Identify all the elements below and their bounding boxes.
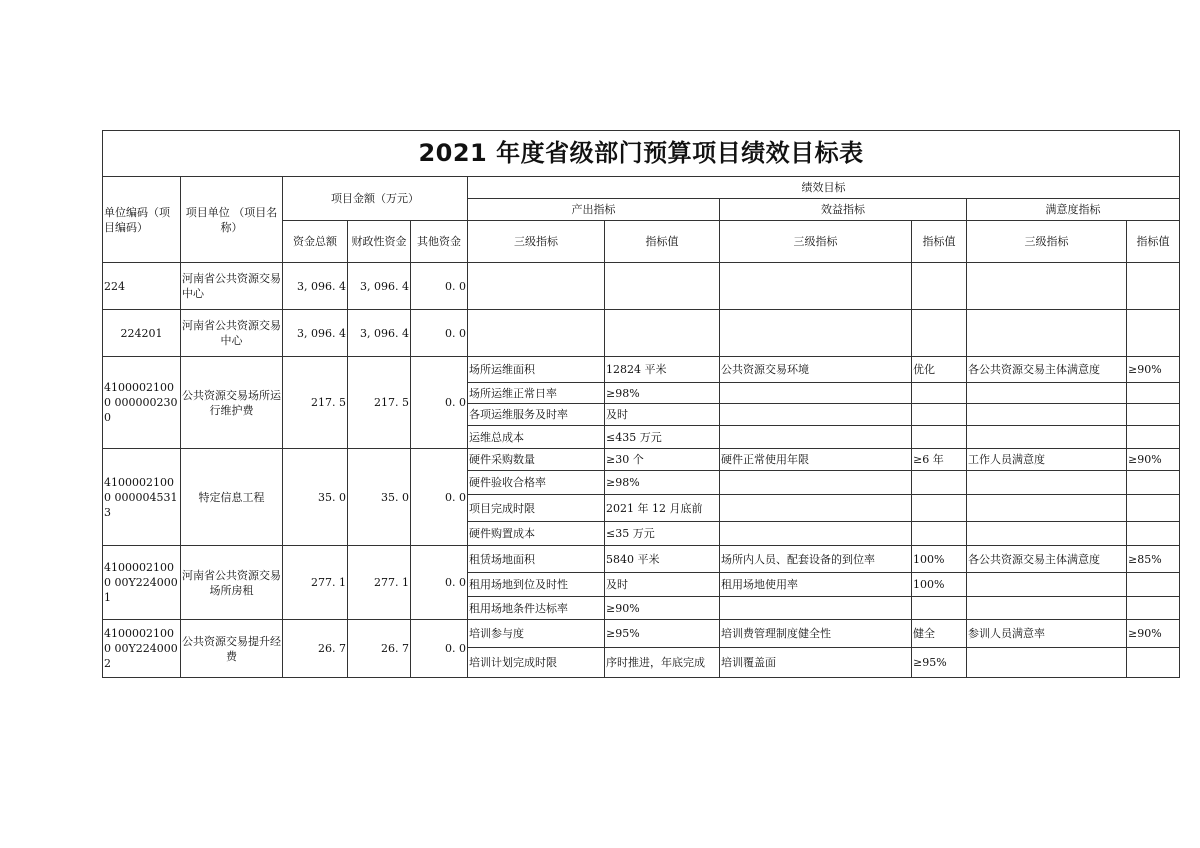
project-fiscal: 277. 1 — [348, 546, 411, 620]
output-indicator: 场所运维正常日率 — [468, 383, 605, 404]
satisfaction-indicator — [967, 597, 1127, 620]
output-indicator: 硬件购置成本 — [468, 522, 605, 546]
project-other: 0. 0 — [411, 357, 468, 449]
project-other: 0. 0 — [411, 620, 468, 678]
output-indicator: 培训参与度 — [468, 620, 605, 648]
satisfaction-value — [1127, 426, 1180, 449]
project-other: 0. 0 — [411, 546, 468, 620]
satisfaction-indicator: 工作人员满意度 — [967, 449, 1127, 471]
output-value: ≥90% — [605, 597, 720, 620]
output-indicator: 运维总成本 — [468, 426, 605, 449]
unit-total: 3, 096. 4 — [283, 263, 348, 310]
benefit-indicator: 培训覆盖面 — [720, 648, 912, 678]
empty-cell — [468, 310, 605, 357]
project-name: 公共资源交易提升经费 — [181, 620, 283, 678]
satisfaction-value — [1127, 597, 1180, 620]
project-total: 26. 7 — [283, 620, 348, 678]
output-indicator: 硬件采购数量 — [468, 449, 605, 471]
satisfaction-value — [1127, 522, 1180, 546]
satisfaction-indicator — [967, 471, 1127, 495]
output-value: 2021 年 12 月底前 — [605, 495, 720, 522]
output-indicator: 项目完成时限 — [468, 495, 605, 522]
output-indicator: 培训计划完成时限 — [468, 648, 605, 678]
project-fiscal: 35. 0 — [348, 449, 411, 546]
project-fiscal: 217. 5 — [348, 357, 411, 449]
unit-name: 河南省公共资源交易中心 — [181, 263, 283, 310]
benefit-indicator — [720, 597, 912, 620]
header-benefit: 效益指标 — [720, 199, 967, 221]
project-code: 41000021000 0000045313 — [103, 449, 181, 546]
header-satisfaction-value: 指标值 — [1127, 221, 1180, 263]
benefit-indicator — [720, 426, 912, 449]
satisfaction-value: ≥90% — [1127, 620, 1180, 648]
project-name: 特定信息工程 — [181, 449, 283, 546]
header-performance: 绩效目标 — [468, 177, 1180, 199]
output-value: ≥30 个 — [605, 449, 720, 471]
header-output-value: 指标值 — [605, 221, 720, 263]
satisfaction-indicator — [967, 648, 1127, 678]
header-satisfaction: 满意度指标 — [967, 199, 1180, 221]
header-unit-name: 项目单位 （项目名称） — [181, 177, 283, 263]
header-other: 其他资金 — [411, 221, 468, 263]
benefit-value: 健全 — [912, 620, 967, 648]
output-indicator: 各项运维服务及时率 — [468, 404, 605, 426]
empty-cell — [912, 263, 967, 310]
output-value: 12824 平米 — [605, 357, 720, 383]
project-other: 0. 0 — [411, 449, 468, 546]
empty-cell — [912, 310, 967, 357]
satisfaction-value — [1127, 404, 1180, 426]
satisfaction-value: ≥90% — [1127, 449, 1180, 471]
empty-cell — [1127, 310, 1180, 357]
benefit-value — [912, 404, 967, 426]
project-line — [103, 546, 1180, 573]
output-value: 5840 平米 — [605, 546, 720, 573]
benefit-indicator: 租用场地使用率 — [720, 573, 912, 597]
benefit-value: 100% — [912, 546, 967, 573]
benefit-indicator: 硬件正常使用年限 — [720, 449, 912, 471]
benefit-indicator — [720, 495, 912, 522]
performance-table-sheet — [102, 130, 1179, 678]
benefit-value: ≥95% — [912, 648, 967, 678]
header-benefit-value: 指标值 — [912, 221, 967, 263]
output-indicator: 租用场地到位及时性 — [468, 573, 605, 597]
project-line — [103, 357, 1180, 383]
header-output-level3: 三级指标 — [468, 221, 605, 263]
empty-cell — [1127, 263, 1180, 310]
benefit-value: 100% — [912, 573, 967, 597]
satisfaction-indicator: 各公共资源交易主体满意度 — [967, 357, 1127, 383]
benefit-indicator: 培训费管理制度健全性 — [720, 620, 912, 648]
empty-cell — [720, 263, 912, 310]
empty-cell — [605, 263, 720, 310]
empty-cell — [967, 310, 1127, 357]
output-value: 及时 — [605, 573, 720, 597]
satisfaction-indicator — [967, 522, 1127, 546]
unit-fiscal: 3, 096. 4 — [348, 310, 411, 357]
header-satisfaction-level3: 三级指标 — [967, 221, 1127, 263]
output-value: ≥98% — [605, 383, 720, 404]
project-total: 277. 1 — [283, 546, 348, 620]
output-indicator: 租用场地条件达标率 — [468, 597, 605, 620]
satisfaction-indicator — [967, 426, 1127, 449]
project-name: 河南省公共资源交易场所房租 — [181, 546, 283, 620]
benefit-indicator — [720, 383, 912, 404]
empty-cell — [967, 263, 1127, 310]
benefit-indicator — [720, 522, 912, 546]
header-benefit-level3: 三级指标 — [720, 221, 912, 263]
header-unit-code: 单位编码（项目编码） — [103, 177, 181, 263]
benefit-value: 优化 — [912, 357, 967, 383]
benefit-value — [912, 426, 967, 449]
satisfaction-indicator — [967, 573, 1127, 597]
satisfaction-value — [1127, 383, 1180, 404]
satisfaction-value — [1127, 495, 1180, 522]
project-line — [103, 449, 1180, 471]
project-name: 公共资源交易场所运行维护费 — [181, 357, 283, 449]
unit-fiscal: 3, 096. 4 — [348, 263, 411, 310]
unit-code: 224 — [103, 263, 181, 310]
project-fiscal: 26. 7 — [348, 620, 411, 678]
header-fiscal: 财政性资金 — [348, 221, 411, 263]
benefit-value — [912, 522, 967, 546]
output-indicator: 硬件验收合格率 — [468, 471, 605, 495]
header-total: 资金总额 — [283, 221, 348, 263]
satisfaction-value — [1127, 648, 1180, 678]
output-indicator: 租赁场地面积 — [468, 546, 605, 573]
project-total: 217. 5 — [283, 357, 348, 449]
unit-name: 河南省公共资源交易中心 — [181, 310, 283, 357]
satisfaction-indicator — [967, 495, 1127, 522]
project-total: 35. 0 — [283, 449, 348, 546]
output-value: ≥98% — [605, 471, 720, 495]
satisfaction-indicator: 参训人员满意率 — [967, 620, 1127, 648]
satisfaction-value — [1127, 471, 1180, 495]
output-value: 及时 — [605, 404, 720, 426]
benefit-indicator — [720, 471, 912, 495]
satisfaction-value: ≥90% — [1127, 357, 1180, 383]
benefit-value: ≥6 年 — [912, 449, 967, 471]
benefit-value — [912, 597, 967, 620]
unit-other: 0. 0 — [411, 263, 468, 310]
output-value: 序时推进，年底完成 — [605, 648, 720, 678]
output-value: ≥95% — [605, 620, 720, 648]
benefit-indicator: 场所内人员、配套设备的到位率 — [720, 546, 912, 573]
output-value: ≤435 万元 — [605, 426, 720, 449]
project-line — [103, 620, 1180, 648]
empty-cell — [605, 310, 720, 357]
page-title: 2021 年度省级部门预算项目绩效目标表 — [103, 131, 1180, 177]
benefit-value — [912, 383, 967, 404]
project-code: 41000021000 00Y2240001 — [103, 546, 181, 620]
benefit-indicator: 公共资源交易环境 — [720, 357, 912, 383]
header-amount: 项目金额（万元） — [283, 177, 468, 221]
performance-goals-table — [102, 130, 1180, 678]
project-code: 41000021000 00Y2240002 — [103, 620, 181, 678]
satisfaction-value — [1127, 573, 1180, 597]
benefit-indicator — [720, 404, 912, 426]
unit-total: 3, 096. 4 — [283, 310, 348, 357]
benefit-value — [912, 471, 967, 495]
output-value: ≤35 万元 — [605, 522, 720, 546]
benefit-value — [912, 495, 967, 522]
output-indicator: 场所运维面积 — [468, 357, 605, 383]
satisfaction-value: ≥85% — [1127, 546, 1180, 573]
unit-other: 0. 0 — [411, 310, 468, 357]
satisfaction-indicator — [967, 383, 1127, 404]
unit-code: 224201 — [103, 310, 181, 357]
empty-cell — [720, 310, 912, 357]
header-output: 产出指标 — [468, 199, 720, 221]
empty-cell — [468, 263, 605, 310]
project-code: 41000021000 0000002300 — [103, 357, 181, 449]
satisfaction-indicator — [967, 404, 1127, 426]
satisfaction-indicator: 各公共资源交易主体满意度 — [967, 546, 1127, 573]
